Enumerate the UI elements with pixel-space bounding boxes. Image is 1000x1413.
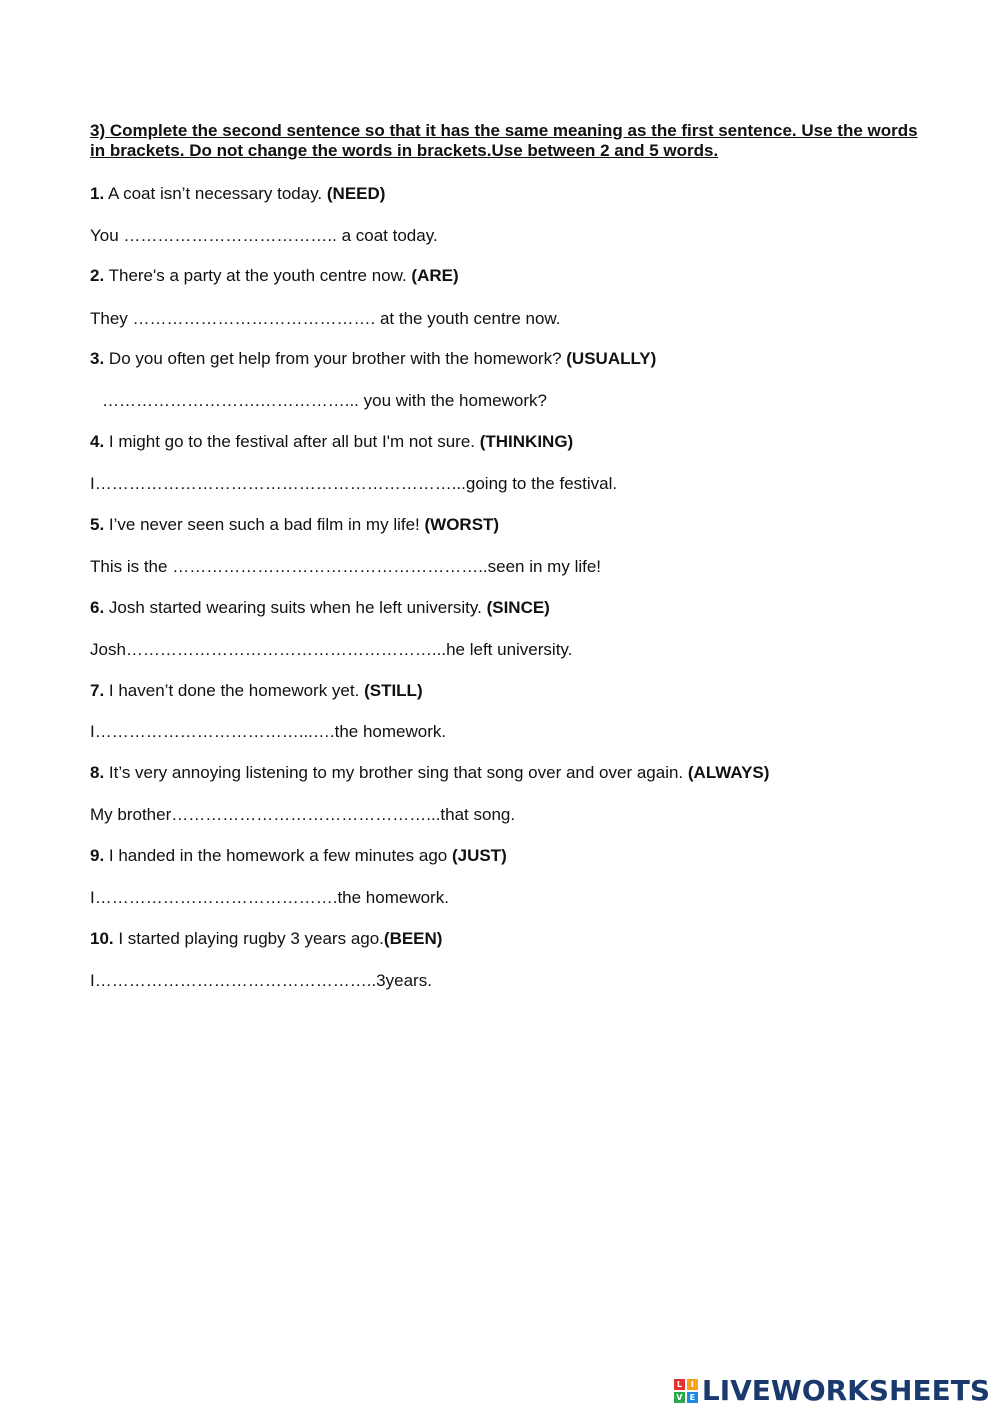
question-number: 5.: [90, 515, 105, 534]
logo-icon: [674, 1379, 698, 1403]
question-sentence: I’ve never seen such a bad film in my life!: [104, 515, 425, 534]
question-keyword: (THINKING): [479, 432, 574, 451]
question-number: 6.: [90, 598, 105, 617]
exercise-instructions: 3) Complete the second sentence so that it has the same meaning as the first sentence. Use the words in brackets. Do not change the words in brackets.Use between 2 and 5 words.: [90, 121, 918, 160]
answer-line-4[interactable]: I………………………………………………………...going to the festival.: [90, 474, 618, 493]
logo-letter: L: [674, 1379, 685, 1390]
question-sentence: I started playing rugby 3 years ago.: [113, 929, 384, 948]
question-keyword: (STILL): [364, 681, 423, 700]
logo-letter: I: [687, 1379, 698, 1390]
logo-letter: E: [687, 1392, 698, 1403]
question-keyword: (WORST): [424, 515, 500, 534]
answer-line-6[interactable]: Josh………………………………………………...he left university.: [90, 640, 573, 659]
question-number: 9.: [90, 846, 105, 865]
question-2: [90, 265, 459, 287]
question-sentence: It’s very annoying listening to my brother sing that song over and over again.: [104, 763, 688, 782]
question-number: 7.: [90, 681, 105, 700]
question-keyword: (NEED): [326, 184, 386, 203]
question-number: 1.: [90, 184, 105, 203]
question-number: 8.: [90, 763, 105, 782]
answer-line-8[interactable]: My brother………………………………………...that song.: [90, 805, 516, 824]
question-3: [90, 348, 656, 370]
answer-line-7[interactable]: I………………………………...….the homework.: [90, 722, 447, 741]
answer-line-2[interactable]: They ……………………………………. at the youth centre now.: [90, 309, 561, 328]
question-sentence: I handed in the homework a few minutes ago: [104, 846, 452, 865]
question-1: [90, 183, 385, 205]
logo-letter: V: [674, 1392, 685, 1403]
answer-line-5[interactable]: This is the ………………………………………………..seen in my life!: [90, 557, 602, 576]
question-number: 2.: [90, 266, 105, 285]
question-number: 10.: [90, 929, 114, 948]
liveworksheets-logo: [674, 1374, 990, 1407]
answer-line-1[interactable]: You ……………………………….. a coat today.: [90, 226, 438, 245]
logo-text: LIVEWORKSHEETS: [701, 1374, 990, 1407]
question-9: [90, 845, 507, 867]
question-7: [90, 680, 423, 702]
question-keyword: (JUST): [451, 846, 507, 865]
question-sentence: Do you often get help from your brother with the homework?: [104, 349, 567, 368]
question-sentence: There's a party at the youth centre now.: [104, 266, 412, 285]
question-sentence: Josh started wearing suits when he left university.: [104, 598, 487, 617]
answer-line-3[interactable]: ……………………….……………... you with the homework?: [102, 391, 547, 410]
question-sentence: I might go to the festival after all but I'm not sure.: [104, 432, 480, 451]
question-sentence: I haven’t done the homework yet.: [104, 681, 365, 700]
question-keyword: (USUALLY): [566, 349, 657, 368]
question-4: [90, 431, 573, 453]
answer-line-10[interactable]: I…………………………………………..3years.: [90, 971, 432, 990]
answer-line-9[interactable]: I…………………………………….the homework.: [90, 888, 449, 907]
question-keyword: (ARE): [411, 266, 459, 285]
question-8: [90, 762, 769, 784]
question-number: 3.: [90, 349, 105, 368]
question-keyword: (SINCE): [486, 598, 550, 617]
question-sentence: A coat isn’t necessary today.: [104, 184, 327, 203]
question-keyword: (BEEN): [383, 929, 443, 948]
question-6: [90, 597, 550, 619]
question-number: 4.: [90, 432, 105, 451]
question-10: [90, 928, 442, 950]
question-5: [90, 514, 499, 536]
question-keyword: (ALWAYS): [687, 763, 770, 782]
